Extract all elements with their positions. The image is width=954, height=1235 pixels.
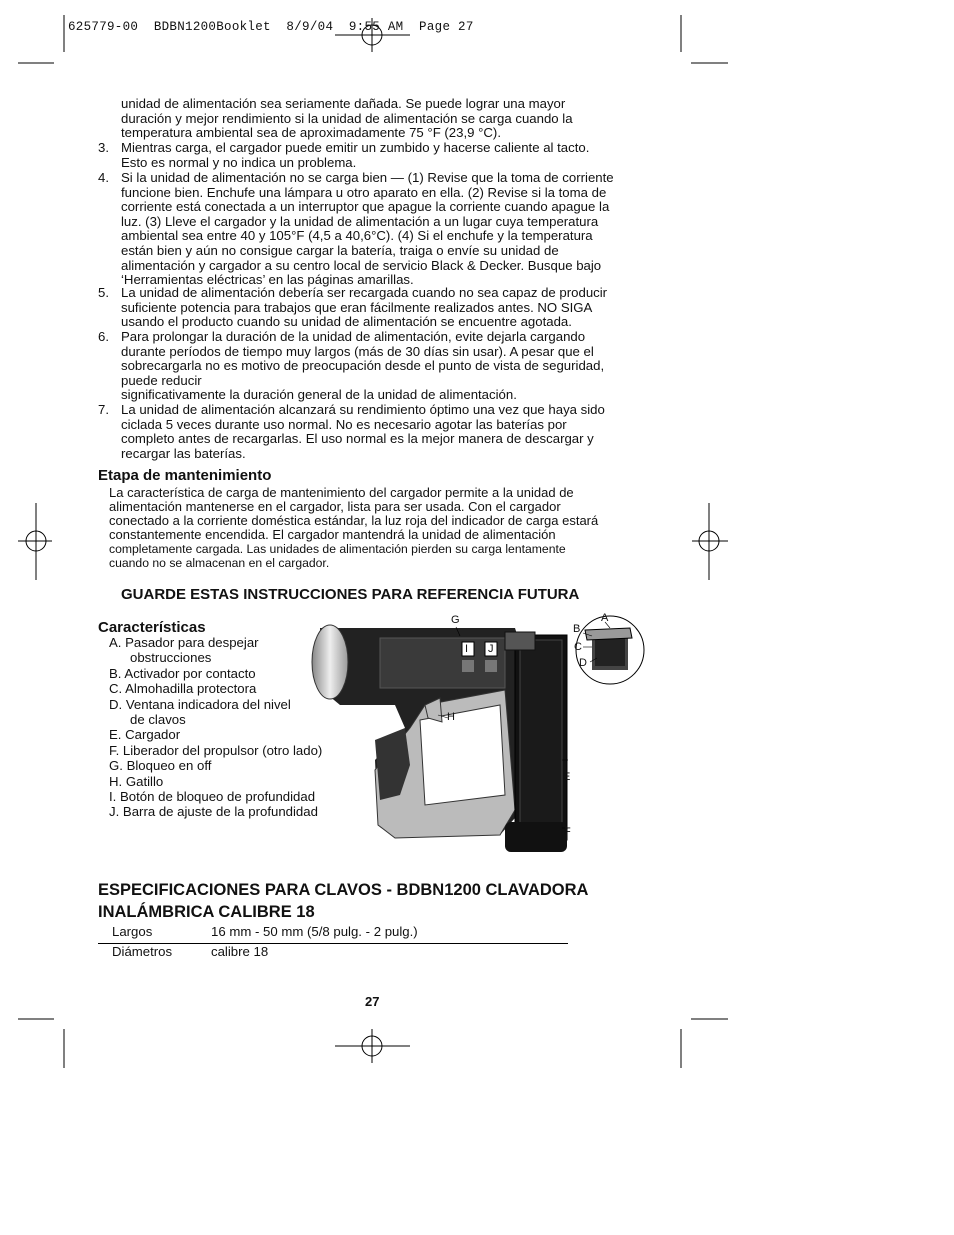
feature-item: G. Bloqueo en off [109, 758, 212, 774]
spec-value: 16 mm - 50 mm (5/8 pulg. - 2 pulg.) [211, 924, 418, 939]
text-line: están bien y aún no consigue cargar la batería, traiga o envíe su unidad de [121, 242, 559, 258]
item-text [121, 330, 651, 403]
feature-item: C. Almohadilla protectora [109, 681, 257, 697]
feature-item: F. Liberador del propulsor (otro lado) [109, 742, 323, 758]
specs-title-line: INALÁMBRICA CALIBRE 18 [98, 903, 315, 921]
text-line: alimentación mantenerse en el cargador, lista para ser usada. Con el cargador [109, 499, 561, 514]
text-line: alimentación y cargador a su centro local de servicio Black & Decker. Busque bajo [121, 257, 602, 273]
feature-item: J. Barra de ajuste de la profundidad [109, 804, 318, 820]
feature-item: B. Activador por contacto [109, 665, 256, 681]
text-line: La característica de carga de mantenimiento del cargador permite a la unidad de [109, 485, 574, 500]
text-line: ‘Herramientas eléctricas’ en las páginas amarillas. [121, 272, 414, 288]
maintenance-heading: Etapa de mantenimiento [98, 467, 272, 484]
item-number: 3. [98, 140, 109, 155]
text-line: ciclada 5 veces durante uso normal. No es necesario agotar las baterías por [121, 416, 567, 432]
figure-label-e: E [563, 771, 571, 783]
text-line: sobrecargarla no es motivo de preocupación desde el punto de vista de seguridad, [121, 358, 605, 374]
text-line: cuando no se almacenan en el cargador. [109, 556, 330, 570]
figure-label-h: H [447, 711, 455, 723]
print-slug: 625779-00 BDBN1200Booklet 8/9/04 9:55 AM Page 27 [68, 20, 474, 34]
text-line: ambiental sea entre 40 y 105°F (4,5 a 40,6°C). (4) Si el enchufe y la temperatura [121, 228, 593, 244]
text-line: Para prolongar la duración de la unidad de alimentación, evite dejarla cargando [121, 329, 586, 344]
item-text [121, 141, 651, 170]
list-item [0, 171, 700, 289]
text-line: recargar las baterías. [121, 445, 246, 461]
text-line: luz. (3) Lleve el cargador y la unidad de alimentación a un lugar cuya temperatura [121, 213, 599, 229]
item-number: 6. [98, 329, 109, 344]
spec-label: Largos [112, 924, 153, 939]
item-text [121, 403, 651, 461]
figure-label-d: D [579, 657, 587, 669]
text-line: corriente está conectada a un interruptor que apague la corriente cuando apague la [121, 199, 610, 215]
text-line: unidad de alimentación sea seriamente dañada. Se puede lograr una mayor [121, 96, 566, 111]
specs-title [98, 879, 658, 923]
maintenance-paragraph [109, 486, 629, 570]
intro-paragraph [121, 97, 651, 141]
list-item [0, 330, 700, 404]
item-text [121, 171, 651, 288]
feature-item: obstrucciones [130, 650, 212, 666]
text-line: La unidad de alimentación debería ser recargada cuando no sea capaz de producir [121, 285, 608, 300]
text-line: puede reducir [121, 372, 202, 388]
feature-item: H. Gatillo [109, 773, 164, 789]
feature-item: E. Cargador [109, 727, 181, 743]
text-line: duración y mejor rendimiento si la unidad de alimentación se carga cuando la [121, 110, 573, 126]
feature-item: de clavos [130, 712, 186, 728]
item-number: 7. [98, 402, 109, 417]
figure-label-j: J [488, 643, 494, 655]
figure-label-g: G [451, 614, 460, 626]
text-line: constantemente encendida. El cargador mantendrá la unidad de alimentación [109, 527, 556, 542]
save-instructions-heading: GUARDE ESTAS INSTRUCCIONES PARA REFERENCIA FUTURA [121, 586, 580, 603]
figure-label-b: B [573, 623, 581, 635]
features-heading: Características [98, 619, 206, 636]
text-line: funcione bien. Enchufe una lámpara u otro aparato en ella. (2) Revise si la toma de [121, 184, 607, 200]
figure-label-f: F [564, 826, 571, 838]
text-line: significativamente la duración general de la unidad de alimentación. [121, 387, 517, 403]
page-number: 27 [365, 994, 380, 1009]
feature-item: D. Ventana indicadora del nivel [109, 696, 291, 712]
nailer-illustration [300, 610, 650, 860]
list-item [0, 286, 700, 331]
feature-item: I. Botón de bloqueo de profundidad [109, 789, 316, 805]
item-number: 4. [98, 170, 109, 185]
text-line: completamente cargada. Las unidades de alimentación pierden su carga lentamente [109, 542, 566, 556]
text-line: La unidad de alimentación alcanzará su rendimiento óptimo una vez que haya sido [121, 402, 605, 417]
figure-label-i: I [465, 643, 469, 655]
list-item [0, 141, 700, 171]
text-line: completo antes de recargarlas. El uso normal es la mejor manera de descargar y [121, 431, 594, 447]
text-line: Mientras carga, el cargador puede emitir un zumbido y hacerse caliente al tacto. [121, 140, 590, 155]
text-line: suficiente potencia para trabajos que eran fácilmente realizados antes. NO SIGA [121, 299, 593, 315]
text-line: conectado a la corriente doméstica estándar, la luz roja del indicador de carga estará [109, 513, 599, 528]
spec-value: calibre 18 [211, 944, 269, 959]
feature-item: A. Pasador para despejar [109, 635, 259, 650]
text-line: durante períodos de tiempo muy largos (más de 30 días sin usar). A pesar que el [121, 343, 594, 359]
specs-title-line: ESPECIFICACIONES PARA CLAVOS - BDBN1200 CLAVADORA [98, 881, 589, 899]
text-line: temperatura ambiental sea de aproximadamente 75 °F (23,9 °C). [121, 125, 501, 141]
list-item [0, 403, 700, 463]
spec-label: Diámetros [112, 944, 173, 959]
item-text [121, 286, 651, 330]
figure-label-c: C [574, 641, 582, 653]
figure-label-a: A [601, 612, 609, 624]
text-line: Esto es normal y no indica un problema. [121, 154, 357, 170]
text-line: Si la unidad de alimentación no se carga bien — (1) Revise que la toma de corriente [121, 170, 614, 185]
text-line: usando el producto cuando su unidad de alimentación se encuentre agotada. [121, 314, 572, 330]
item-number: 5. [98, 285, 109, 300]
